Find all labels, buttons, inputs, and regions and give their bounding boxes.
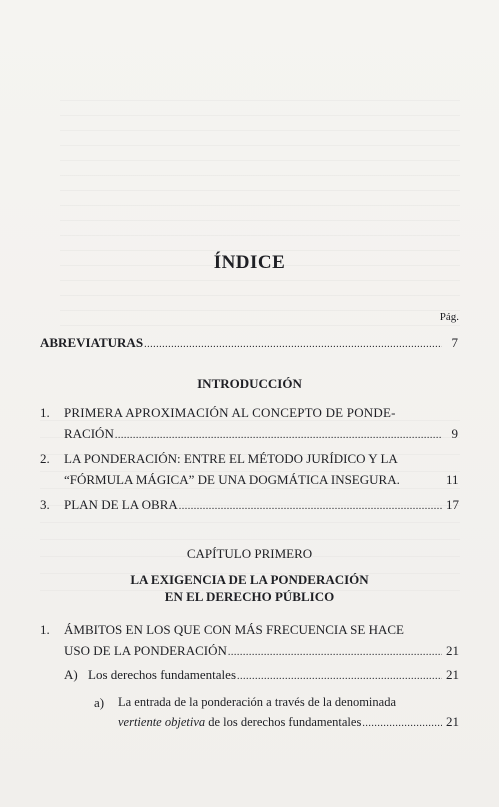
toc-page-number: 9	[451, 426, 458, 441]
toc-page-number: 11	[446, 472, 459, 487]
toc-page-number: 7	[451, 335, 458, 350]
toc-subsubentry-label-rest: de los derechos fundamentales	[205, 715, 362, 729]
toc-subentry-label: Los derechos fundamentales	[88, 667, 237, 682]
toc-entry-label: PLAN DE LA OBRA	[64, 497, 178, 512]
toc-subsubentry-label: La entrada de la ponderación a través de la denominada	[118, 695, 396, 709]
toc-page-number: 21	[446, 643, 459, 658]
chapter-title-cont: EN EL DERECHO PÚBLICO	[164, 589, 335, 604]
chapter-label: CAPÍTULO PRIMERO	[186, 546, 313, 561]
toc-entry[interactable]	[40, 450, 458, 490]
leader-dots	[115, 427, 442, 444]
leader-dots	[144, 336, 442, 353]
leader-dots	[362, 715, 442, 732]
toc-subsubentry[interactable]	[94, 694, 458, 732]
toc-entry-label: PRIMERA APROXIMACIÓN AL CONCEPTO DE PONDE-	[64, 405, 396, 420]
section-heading-introduccion: INTRODUCCIÓN	[197, 376, 302, 391]
toc-page-number: 17	[446, 497, 459, 512]
toc-entry-label: LA PONDERACIÓN: ENTRE EL MÉTODO JURÍDICO Y LA	[64, 451, 398, 466]
toc-page-number: 21	[446, 714, 459, 729]
leader-dots	[228, 644, 442, 661]
toc-entry-number: 1.	[40, 405, 50, 420]
toc-entry-number: 1.	[40, 622, 50, 637]
toc-subentry[interactable]	[64, 666, 458, 685]
toc-entry-abreviaturas[interactable]	[40, 334, 458, 353]
chapter-title: LA EXIGENCIA DE LA PONDERACIÓN	[130, 572, 369, 587]
toc-entry-number: 3.	[40, 497, 50, 512]
toc-entry[interactable]	[40, 621, 458, 661]
toc-entry[interactable]	[40, 496, 458, 515]
leader-dots	[179, 498, 442, 515]
bleed-through-texture	[60, 100, 460, 340]
page-column-label: Pág.	[439, 311, 459, 323]
toc-entry[interactable]	[40, 404, 458, 444]
page-title: ÍNDICE	[213, 252, 286, 273]
toc-entry-label: ABREVIATURAS	[40, 335, 144, 350]
toc-entry-label-cont: USO DE LA PONDERACIÓN	[64, 643, 227, 658]
toc-page-number: 21	[446, 667, 459, 682]
toc-subentry-letter: A)	[64, 667, 78, 682]
toc-entry-label: ÁMBITOS EN LOS QUE CON MÁS FRECUENCIA SE HACE	[64, 622, 404, 637]
toc-subsubentry-letter: a)	[94, 695, 105, 710]
toc-subsubentry-label-cont	[118, 714, 361, 731]
toc-entry-number: 2.	[40, 451, 50, 466]
leader-dots	[237, 668, 442, 685]
italic-term: vertiente objetiva	[118, 715, 206, 729]
toc-entry-label-cont: “FÓRMULA MÁGICA” DE UNA DOGMÁTICA INSEGURA.	[64, 472, 400, 487]
toc-entry-label-cont: RACIÓN	[64, 426, 114, 441]
